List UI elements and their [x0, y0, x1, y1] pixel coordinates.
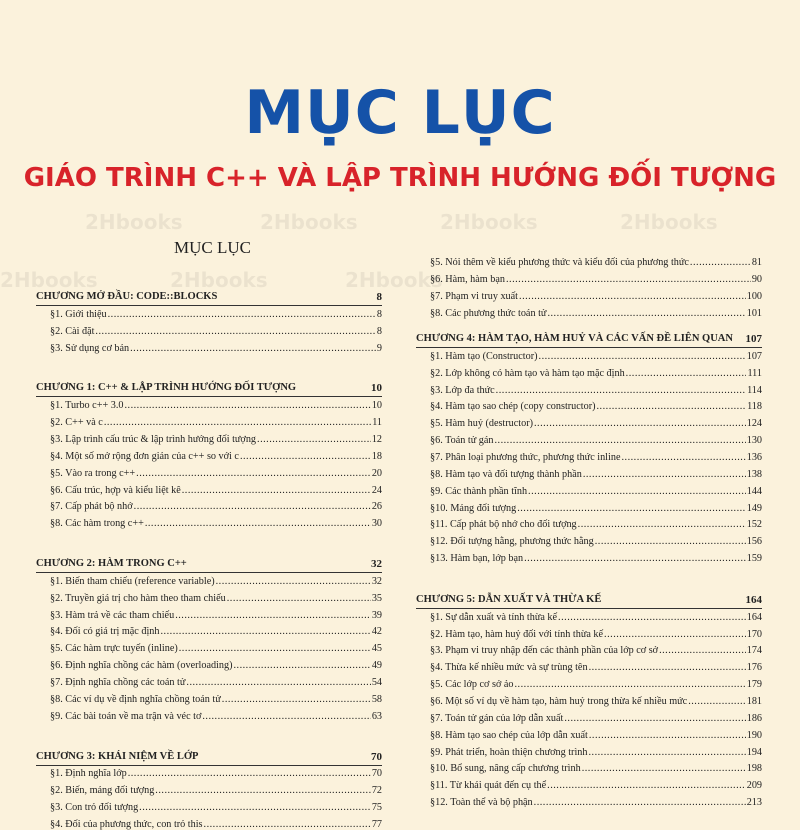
toc-entry: [430, 645, 762, 656]
toc-entry: [50, 677, 382, 688]
dot-leader: [494, 435, 745, 446]
chapter-title: CHƯƠNG 4: HÀM TẠO, HÀM HUỶ VÀ CÁC VẤN ĐỀ LIÊN QUAN: [416, 333, 733, 344]
chapter-title: CHƯƠNG 5: DẪN XUẤT VÀ THỪA KẾ: [416, 593, 602, 605]
section-title: §7. Phân loại phương thức, phương thức inline: [430, 451, 621, 463]
page-number: 39: [371, 609, 382, 621]
dot-leader: [547, 308, 745, 319]
section-title: §6. Định nghĩa chồng các hàm (overloading): [50, 660, 233, 672]
page-number: 118: [747, 401, 762, 413]
toc-entry: [50, 711, 382, 722]
toc-entry: [430, 418, 762, 429]
toc-entry: [50, 610, 382, 621]
dot-leader: [227, 593, 371, 604]
toc-entry: [430, 452, 762, 463]
toc-entry: [50, 660, 382, 671]
dot-leader: [134, 501, 371, 512]
toc-entry: [50, 309, 382, 320]
page-number: 32: [371, 575, 382, 587]
dot-leader: [95, 326, 375, 337]
toc-entry: [430, 553, 762, 564]
toc-entry: [430, 401, 762, 412]
page-number: 70: [371, 750, 382, 763]
page-number: 181: [746, 696, 762, 707]
page-number: 190: [746, 729, 762, 741]
toc-entry: [430, 747, 762, 758]
page-number: 45: [371, 643, 382, 655]
section-title: §12. Toàn thể và bộ phận: [430, 797, 533, 809]
toc-entry: [50, 343, 382, 354]
dot-leader: [182, 485, 371, 496]
toc-entry: [50, 417, 382, 428]
section-title: §1. Định nghĩa lớp: [50, 768, 127, 780]
toc-entry: [50, 468, 382, 479]
toc-entry: [430, 730, 762, 741]
dot-leader: [589, 662, 746, 673]
section-title: §3. Hàm trả về các tham chiếu: [50, 609, 175, 621]
section-title: §8. Các ví dụ về định nghĩa chồng toán tử: [50, 693, 221, 705]
section-title: §1. Giới thiệu: [50, 308, 107, 320]
toc-entry: [50, 326, 382, 337]
toc-entry: [430, 629, 762, 640]
page-number: 124: [746, 418, 762, 430]
page-number: 130: [746, 435, 762, 447]
dot-leader: [202, 711, 370, 722]
toc-entry: [430, 713, 762, 724]
chapter-heading: [36, 291, 382, 303]
chapter-underline: [416, 347, 762, 348]
section-title: §10. Mảng đối tượng: [430, 502, 517, 514]
dot-leader: [517, 503, 746, 514]
dot-leader: [104, 417, 371, 428]
toc-entry: [430, 612, 762, 623]
dot-leader: [179, 643, 371, 654]
toc-entry: [430, 274, 762, 285]
dot-leader: [108, 309, 376, 320]
page-number: 136: [746, 451, 762, 463]
page-number: 107: [745, 333, 762, 345]
section-title: §3. Con trỏ đối tượng: [50, 802, 139, 814]
toc-entry: [50, 819, 382, 830]
section-title: §1. Turbo c++ 3.0: [50, 400, 124, 412]
section-title: §7. Cấp phát bộ nhớ: [50, 501, 133, 513]
page-number: 174: [746, 645, 762, 657]
section-title: §9. Các thành phần tĩnh: [430, 485, 528, 497]
toc-entry: [430, 351, 762, 362]
dot-leader: [222, 694, 371, 705]
toc-entry: [50, 576, 382, 587]
page-number: 81: [751, 257, 762, 268]
page-number: 77: [371, 818, 382, 830]
dot-leader: [136, 468, 371, 479]
page-number: 209: [746, 780, 762, 792]
section-title: §3. Phạm vi truy nhập đến các thành phần của lớp cơ sở: [430, 645, 659, 657]
dot-leader: [519, 291, 746, 302]
page-number: 11: [372, 417, 382, 429]
chapter-underline: [36, 572, 382, 573]
page-number: 194: [746, 746, 762, 758]
section-title: §2. Cài đặt: [50, 325, 95, 337]
page-number: 156: [746, 536, 762, 548]
dot-leader: [588, 747, 745, 758]
toc-entry: [50, 451, 382, 462]
section-title: §4. Hàm tạo sao chép (copy constructor): [430, 401, 596, 413]
dot-leader: [558, 612, 746, 623]
section-title: §5. Các lớp cơ sở ảo: [430, 679, 514, 691]
dot-leader: [128, 768, 371, 779]
section-title: §11. Từ khái quát đến cụ thể: [430, 780, 547, 792]
dot-leader: [688, 696, 746, 707]
chapter-title: CHƯƠNG 1: C++ & LẬP TRÌNH HƯỚNG ĐỐI TƯỢNG: [36, 382, 297, 394]
dot-leader: [506, 274, 751, 285]
page-number: 170: [746, 628, 762, 640]
dot-leader: [124, 400, 370, 411]
page-number: 114: [747, 384, 762, 396]
chapter-underline: [416, 608, 762, 609]
page-number: 26: [371, 501, 382, 513]
toc-entry: [430, 257, 762, 268]
chapter-underline: [36, 396, 382, 397]
toc-entry: [50, 400, 382, 411]
page-number: 90: [751, 273, 762, 285]
section-title: §2. C++ và c: [50, 417, 103, 429]
page-number: 107: [746, 350, 762, 362]
dot-leader: [155, 785, 371, 796]
toc-entry: [430, 469, 762, 480]
watermark: 2Hbooks: [440, 210, 538, 234]
section-title: §5. Vào ra trong c++: [50, 467, 136, 479]
page-number: 8: [376, 291, 382, 303]
page-number: 63: [371, 710, 382, 722]
section-title: §2. Truyền giá trị cho hàm theo tham chiếu: [50, 592, 226, 604]
page-number: 159: [746, 553, 762, 565]
section-title: §4. Đối có giá trị mặc định: [50, 626, 160, 638]
dot-leader: [216, 576, 371, 587]
toc-entry: [430, 763, 762, 774]
dot-leader: [233, 660, 370, 671]
page-number: 10: [371, 400, 382, 412]
toc-entry: [50, 768, 382, 779]
section-title: §7. Phạm vi truy xuất: [430, 290, 519, 302]
page-number: 8: [376, 325, 382, 337]
chapter-heading: [416, 333, 762, 345]
chapter-underline: [36, 765, 382, 766]
chapter-heading: [36, 558, 382, 570]
toc-entry: [50, 501, 382, 512]
page-number: 72: [371, 785, 382, 797]
toc-entry: [430, 797, 762, 808]
toc-entry: [430, 291, 762, 302]
dot-leader: [204, 819, 371, 830]
section-title: §4. Một số mở rộng đơn giản của c++ so với c: [50, 450, 239, 462]
section-title: §3. Lớp đa thức: [430, 384, 495, 396]
dot-leader: [139, 802, 371, 813]
page-number: 30: [371, 518, 382, 530]
page-number: 101: [746, 307, 762, 319]
dot-leader: [161, 626, 371, 637]
section-title: §6. Hàm, hàm bạn: [430, 273, 505, 285]
toc-entry: [50, 593, 382, 604]
dot-leader: [578, 519, 746, 530]
watermark: 2Hbooks: [620, 210, 718, 234]
chapter-heading: [36, 751, 382, 763]
watermark: 2Hbooks: [85, 210, 183, 234]
section-title: §8. Hàm tạo và đối tượng thành phần: [430, 468, 582, 480]
toc-entry: [50, 643, 382, 654]
section-title: §8. Các phương thức toán tử: [430, 307, 547, 319]
dot-leader: [145, 518, 371, 529]
dot-leader: [582, 763, 746, 774]
toc-entry: [430, 435, 762, 446]
chapter-heading: [416, 594, 762, 606]
page-number: 111: [747, 367, 762, 379]
section-title: §1. Sự dẫn xuất và tính thừa kế: [430, 611, 558, 623]
section-title: §5. Hàm huỷ (destructor): [430, 418, 533, 430]
toc-entry: [50, 434, 382, 445]
section-title: §7. Toán tử gán của lớp dẫn xuất: [430, 712, 564, 724]
dot-leader: [547, 780, 746, 791]
section-title: §8. Hàm tạo sao chép của lớp dẫn xuất: [430, 729, 588, 741]
dot-leader: [583, 469, 746, 480]
section-title: §9. Phát triển, hoàn thiện chương trình: [430, 746, 588, 758]
toc-entry: [430, 662, 762, 673]
section-title: §1. Biến tham chiếu (reference variable): [50, 575, 215, 587]
page-number: 12: [371, 433, 382, 445]
page-number: 9: [376, 342, 382, 354]
section-title: §6. Toán tử gán: [430, 435, 494, 447]
dot-leader: [690, 257, 751, 268]
toc-entry: [50, 694, 382, 705]
section-title: §3. Sử dụng cơ bản: [50, 342, 130, 354]
page-number: 186: [746, 712, 762, 724]
dot-leader: [534, 797, 746, 808]
dot-leader: [589, 730, 746, 741]
section-title: §4. Đối của phương thức, con trỏ this: [50, 818, 203, 830]
toc-entry: [50, 785, 382, 796]
toc-entry: [430, 780, 762, 791]
section-title: §7. Định nghĩa chồng các toán tử: [50, 677, 186, 688]
page-number: 100: [746, 290, 762, 302]
dot-leader: [528, 486, 746, 497]
section-title: §2. Biến, mảng đối tượng: [50, 785, 155, 797]
page-number: 138: [746, 468, 762, 480]
dot-leader: [257, 434, 371, 445]
dot-leader: [626, 368, 747, 379]
toc-entry: [430, 536, 762, 547]
section-title: §11. Cấp phát bộ nhớ cho đối tượng: [430, 519, 577, 531]
page-subtitle: GIÁO TRÌNH C++ VÀ LẬP TRÌNH HƯỚNG ĐỐI TƯỢNG: [23, 163, 777, 193]
toc-entry: [430, 385, 762, 396]
page-number: 8: [376, 308, 382, 320]
page-number: 164: [745, 593, 762, 606]
chapter-heading: [36, 382, 382, 394]
page-number: 42: [371, 626, 382, 638]
chapter-underline: [36, 305, 382, 306]
section-title: §13. Hàm bạn, lớp bạn: [430, 553, 524, 565]
dot-leader: [564, 713, 745, 724]
page-number: 70: [371, 768, 382, 780]
dot-leader: [524, 553, 746, 564]
page-number: 24: [371, 484, 382, 496]
page-number: 149: [746, 502, 762, 514]
chapter-title: CHƯƠNG 3: KHÁI NIỆM VỀ LỚP: [36, 750, 199, 762]
dot-leader: [595, 536, 746, 547]
dot-leader: [597, 401, 747, 412]
section-title: §2. Hàm tạo, hàm huỷ đối với tính thừa kế: [430, 628, 604, 640]
page-number: 35: [371, 592, 382, 604]
toc-entry: [430, 679, 762, 690]
page-number: 10: [371, 382, 382, 395]
page-number: 152: [746, 519, 762, 531]
toc-entry: [430, 696, 762, 707]
dot-leader: [604, 629, 746, 640]
watermark: 2Hbooks: [345, 268, 443, 292]
chapter-title: CHƯƠNG 2: HÀM TRONG C++: [36, 558, 187, 570]
section-title: §3. Lập trình cấu trúc & lập trình hướng đối tượng: [50, 433, 257, 445]
section-title: §8. Các hàm trong c++: [50, 518, 144, 530]
section-title: §6. Cấu trúc, hợp và kiểu liệt kê: [50, 484, 181, 496]
section-title: §4. Thừa kế nhiều mức và sự trùng tên: [430, 662, 588, 674]
dot-leader: [186, 677, 370, 688]
page-number: 164: [746, 611, 762, 623]
toc-entry: [50, 485, 382, 496]
page-number: 198: [746, 763, 762, 775]
page-number: 75: [371, 802, 382, 814]
section-title: §2. Lớp không có hàm tạo và hàm tạo mặc định: [430, 367, 625, 379]
toc-entry: [50, 802, 382, 813]
toc-entry: [430, 368, 762, 379]
section-title: §5. Các hàm trực tuyến (inline): [50, 643, 178, 655]
page-number: 49: [371, 660, 382, 672]
section-title: §10. Bổ sung, nâng cấp chương trình: [430, 763, 581, 775]
dot-leader: [534, 418, 746, 429]
dot-leader: [659, 645, 746, 656]
watermark: 2Hbooks: [0, 268, 98, 292]
section-title: §1. Hàm tạo (Constructor): [430, 350, 538, 362]
page-number: 144: [746, 485, 762, 497]
toc-entry: [430, 503, 762, 514]
page-number: 213: [746, 797, 762, 809]
dot-leader: [539, 351, 746, 362]
dot-leader: [175, 610, 371, 621]
page-number: 18: [371, 450, 382, 462]
page-number: 32: [371, 558, 382, 571]
page-title: MỤC LỤC: [244, 78, 556, 148]
dot-leader: [621, 452, 745, 463]
toc-heading: MỤC LỤC: [174, 238, 251, 257]
section-title: §6. Một số ví dụ về hàm tạo, hàm huỷ trong thừa kế nhiều mức: [430, 696, 688, 707]
page-number: 58: [371, 693, 382, 705]
section-title: §9. Các bài toán về ma trận và véc tơ: [50, 710, 202, 722]
section-title: §12. Đối tượng hằng, phương thức hằng: [430, 536, 594, 548]
dot-leader: [240, 451, 371, 462]
chapter-title: CHƯƠNG MỞ ĐẦU: CODE::BLOCKS: [36, 291, 218, 302]
toc-entry: [430, 519, 762, 530]
page-number: 20: [371, 467, 382, 479]
section-title: §5. Nói thêm về kiểu phương thức và kiểu đối của phương thức: [430, 257, 689, 268]
toc-entry: [50, 518, 382, 529]
watermark: 2Hbooks: [260, 210, 358, 234]
toc-entry: [50, 626, 382, 637]
toc-entry: [430, 308, 762, 319]
toc-entry: [430, 486, 762, 497]
page-number: 176: [746, 662, 762, 674]
dot-leader: [515, 679, 746, 690]
watermark: 2Hbooks: [170, 268, 268, 292]
page-number: 54: [371, 677, 382, 688]
page-number: 179: [746, 679, 762, 691]
dot-leader: [130, 343, 376, 354]
dot-leader: [496, 385, 746, 396]
